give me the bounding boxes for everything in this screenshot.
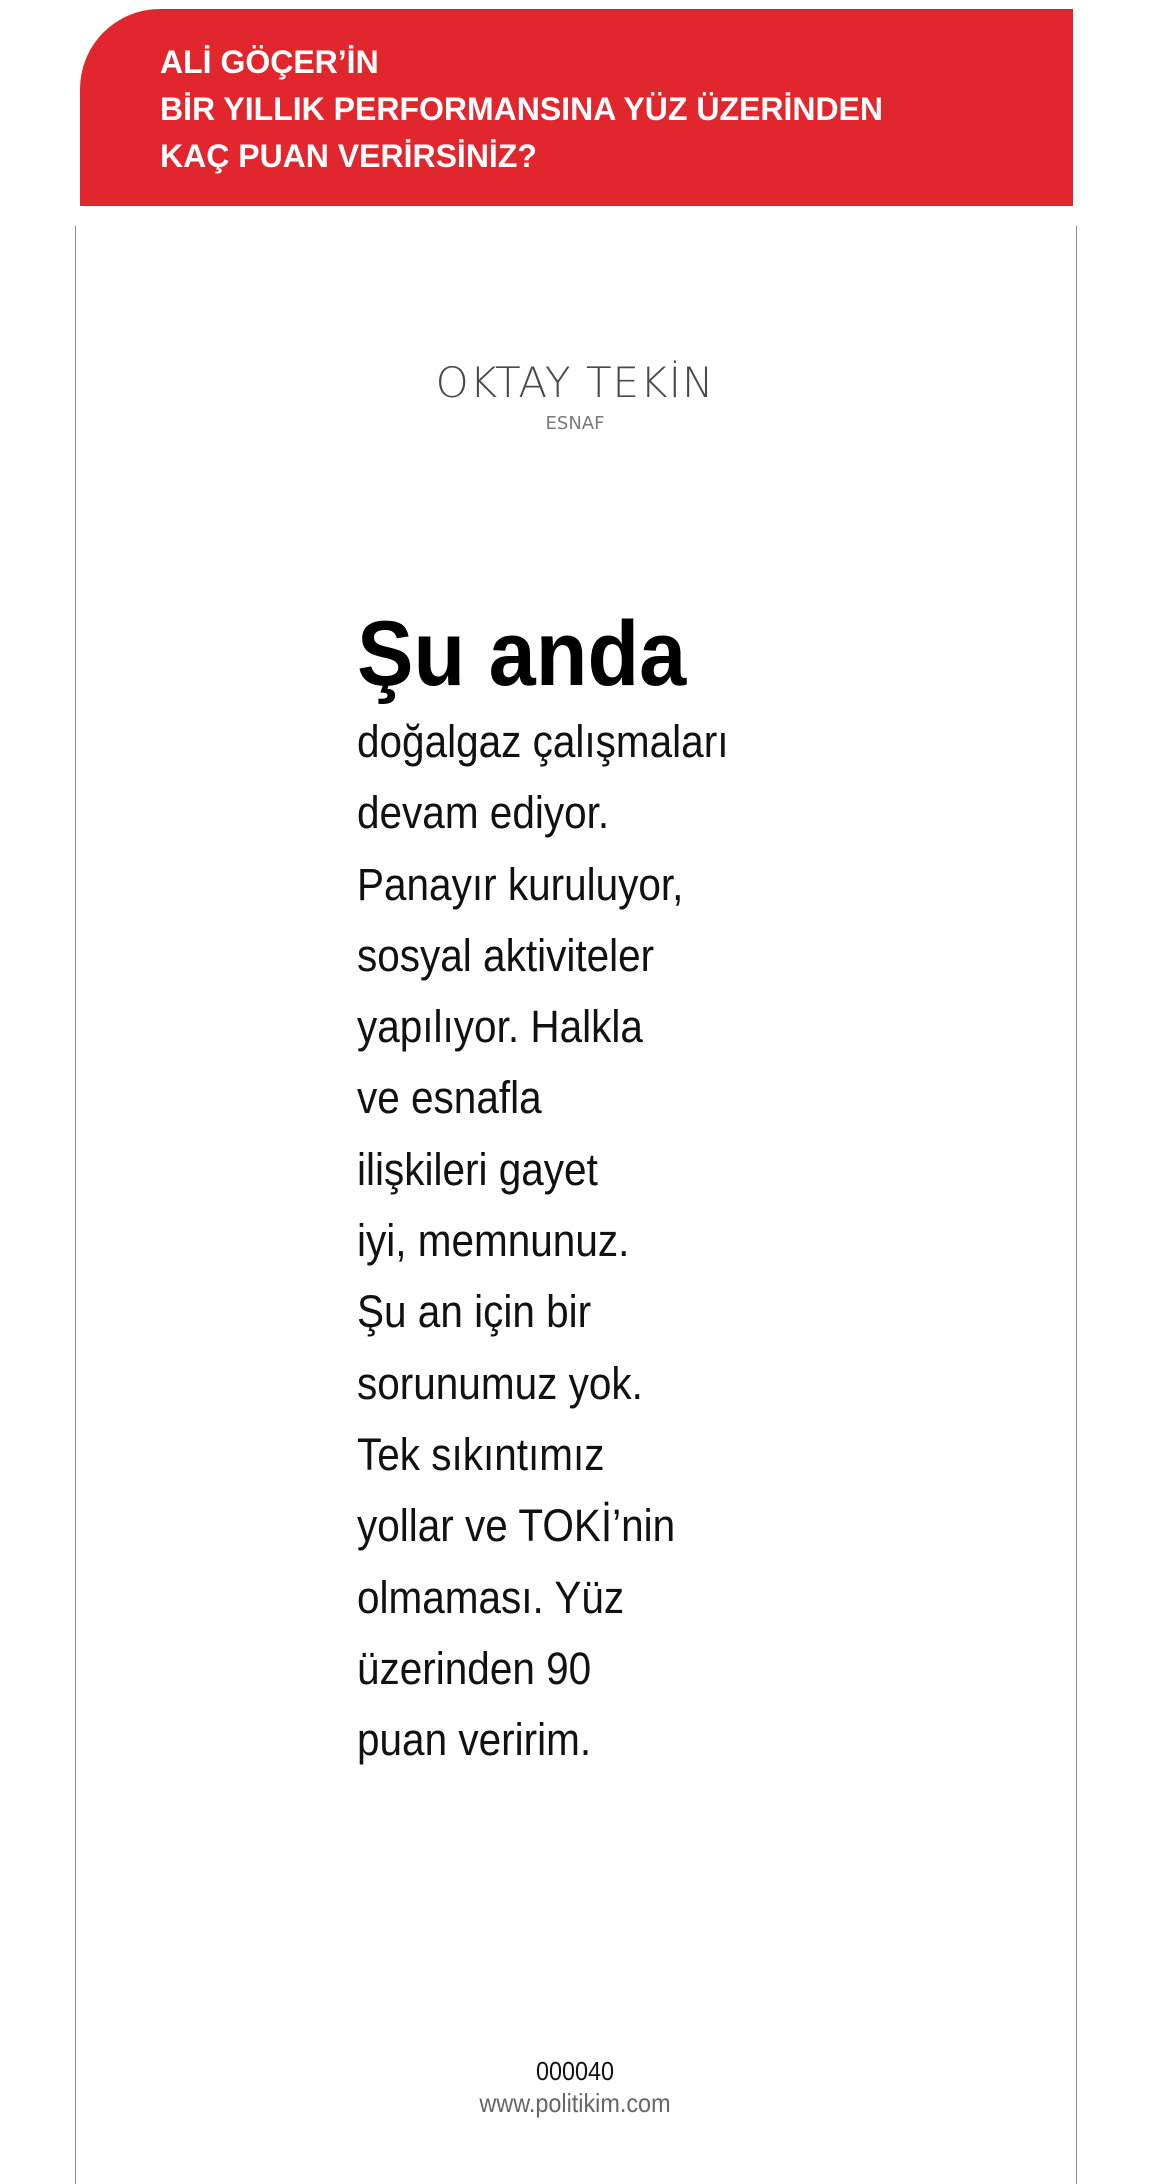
quote-line: yollar ve TOKİ’nin	[357, 1500, 676, 1552]
site-url: www.politikim.com	[479, 2088, 671, 2118]
frame-border-right	[1076, 226, 1077, 2184]
person-role: ESNAF	[545, 413, 605, 434]
person-name: OKTAY TEKİN	[435, 358, 715, 407]
header-banner	[80, 9, 1073, 206]
quote-lead: Şu anda	[357, 603, 687, 705]
quote-line: üzerinden 90	[357, 1642, 592, 1694]
quote-line: ilişkileri gayet	[357, 1143, 598, 1195]
quote-body	[357, 706, 957, 1775]
quote-line: sorunumuz yok.	[357, 1357, 643, 1409]
quote-line: Şu an için bir	[357, 1286, 592, 1338]
frame-border-left	[75, 226, 76, 2184]
page-number: 000040	[535, 2056, 615, 2086]
quote-line: puan veririm.	[357, 1714, 592, 1766]
header-title-line-3: KAÇ PUAN VERİRSİNİZ?	[160, 138, 537, 174]
quote-line: doğalgaz çalışmaları	[357, 716, 729, 767]
quote-line: olmaması. Yüz	[357, 1571, 625, 1623]
quote-line: Panayır kuruluyor,	[357, 858, 684, 910]
header-title-line-2: BİR YILLIK PERFORMANSINA YÜZ ÜZERİNDEN	[160, 91, 883, 127]
quote-line: ve esnafla	[357, 1072, 542, 1124]
quote-line: Tek sıkıntımız	[357, 1428, 605, 1480]
quote-line: sosyal aktiviteler	[357, 929, 655, 981]
quote-line: devam ediyor.	[357, 787, 610, 839]
quote-line: yapılıyor. Halkla	[357, 1001, 643, 1053]
footer	[0, 2055, 1150, 2119]
quote-line: iyi, memnunuz.	[357, 1215, 630, 1267]
header-title-line-1: ALİ GÖÇER’İN	[160, 44, 379, 80]
quote-block	[357, 602, 957, 1775]
person-block	[0, 353, 1150, 439]
